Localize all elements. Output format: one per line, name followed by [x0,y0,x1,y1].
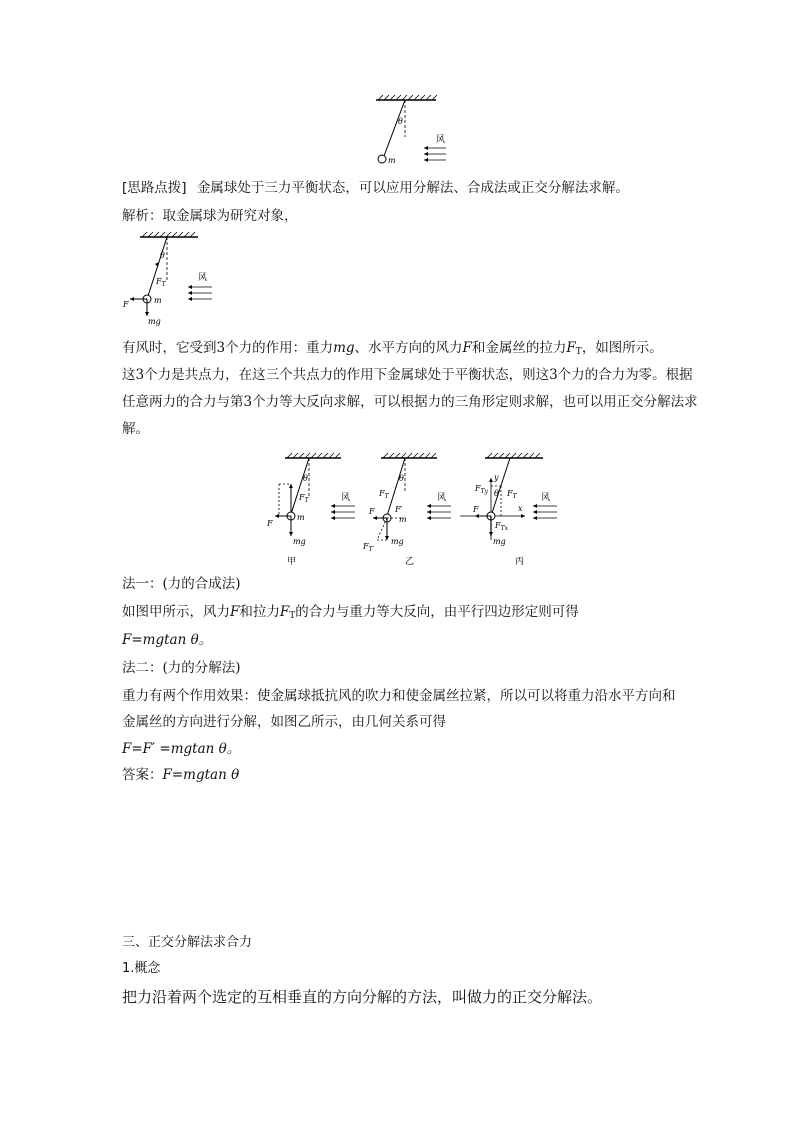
method2-line2: 金属丝的方向进行分解，如图乙所示，由几何关系可得 [122,714,446,730]
analysis-line [122,206,298,226]
figure-three-methods [255,448,575,570]
method2-equation: F=F′ =mgtan θ。 [122,741,241,757]
section-heading: 三、正交分解法求合力 [122,935,253,950]
svg-text:F: F [369,507,375,516]
svg-text:风: 风 [541,493,551,503]
para-mg: mg [333,340,355,356]
f-label: F [123,300,129,309]
mass-label: m [388,156,396,165]
para-text: 有风时，它受到3个力的作用：重力 [122,340,334,356]
svg-text:m: m [297,513,305,522]
mg-label: mg [148,317,161,326]
section-subheading: 1.概念 [122,961,161,976]
figure-pendulum [360,92,470,172]
svg-text:FT′: $F_{T'}$ [363,542,374,553]
para-f: F [462,340,472,356]
svg-text:θ: θ [399,474,404,483]
method1-equation: F=mgtan θ。 [122,632,213,648]
label-jia: 甲 [287,557,297,567]
para-line4: 解。 [122,421,149,437]
svg-text:FT: $F_T$ [507,489,517,500]
tip-label: [思路点拨] [122,180,187,196]
theta-label: θ [160,251,165,260]
svg-text:FT: $F_T$ [379,489,389,500]
svg-text:F: F [267,519,273,528]
tip-line [122,178,629,198]
svg-text:风: 风 [341,493,351,503]
theta-label: θ [398,117,403,126]
method1-title: 法一：(力的合成法) [122,576,241,592]
label-yi: 乙 [405,557,415,567]
label-bing: 丙 [515,557,525,567]
svg-text:x: x [518,504,523,513]
svg-text:F′: F′ [395,505,403,514]
para-text: ，如图所示。 [581,340,663,356]
svg-text:θ: θ [303,474,308,483]
svg-text:风: 风 [437,493,447,503]
figure-forces-single [118,228,228,328]
analysis-label: 解析： [122,208,163,224]
para-line2: 这3个力是共点力，在这三个共点力的作用下金属球处于平衡状态，则这3个力的合力为零。根据 [122,367,693,383]
para-ft: F [566,340,576,356]
para-line3: 任意两力的合力与第3个力等大反向求解，可以根据力的三角形定则求解，也可以用正交分解法求 [122,394,698,410]
diagram-bing [460,453,557,567]
svg-text:mg: mg [391,537,404,546]
ft-label: $F_T$ [156,277,166,288]
method2-title: 法二：(力的分解法) [122,660,241,676]
svg-text:FTy: $F_{Ty}$ [475,484,488,495]
para-text: 和金属丝的拉力 [471,340,567,356]
answer-equation: F=mgtan θ [162,767,240,783]
wind-label: 风 [198,273,208,283]
method1-line: 如图甲所示，风力F和拉力$F_T$的合力与重力等大反向，由平行四边形定则可得 [122,604,579,621]
method2-line1: 重力有两个作用效果：使金属球抵抗风的吹力和使金属丝拉紧，所以可以将重力沿水平方向和 [122,688,676,704]
wind-label: 风 [436,135,446,145]
svg-text:θ: θ [494,489,499,498]
svg-text:FTx: $F_{Tx}$ [495,521,508,532]
svg-text:y: y [494,473,499,482]
svg-text:F: F [473,505,479,514]
answer-line [122,765,239,785]
para-ft-sub: T [575,347,582,357]
svg-text:m: m [399,515,407,524]
section-text: 把力沿着两个选定的互相垂直的方向分解的方法，叫做力的正交分解法。 [122,988,603,1006]
tip-text: 金属球处于三力平衡状态，可以应用分解法、合成法或正交分解法求解。 [196,180,629,196]
svg-text:mg: mg [293,537,306,546]
svg-text:mg: mg [493,537,506,546]
svg-text:FT: $F_T$ [299,493,309,504]
analysis-text: 取金属球为研究对象， [162,208,298,224]
para-text: 、水平方向的风力 [354,340,463,356]
answer-label: 答案： [122,767,163,783]
diagram-yi [362,453,451,567]
mass-label: m [154,296,162,305]
diagram-jia [266,453,355,567]
